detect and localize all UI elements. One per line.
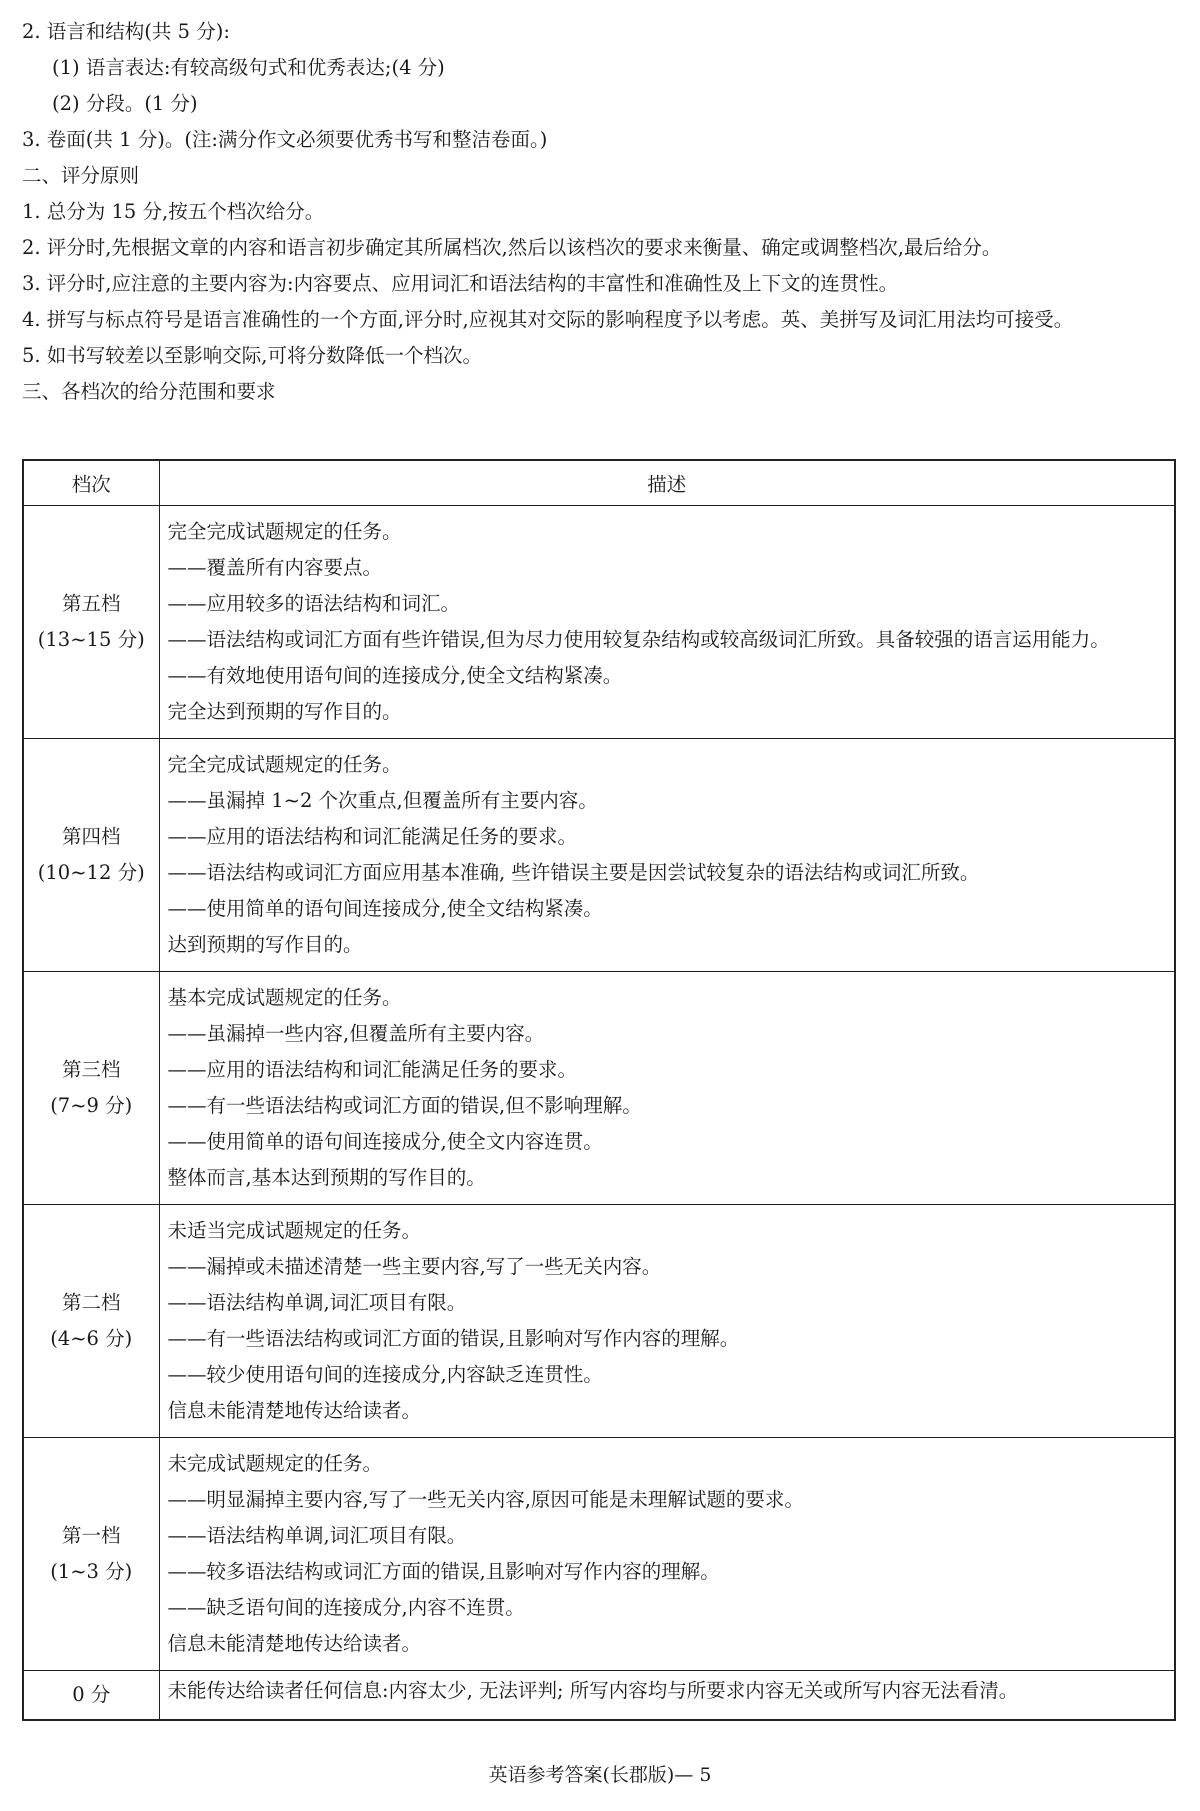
description-line: 信息未能清楚地传达给读者。 — [167, 1632, 422, 1655]
grade-cell — [23, 1205, 159, 1438]
intro-line: 3. 评分时,应注意的主要内容为:内容要点、应用词汇和语法结构的丰富性和准确性及上下文的连贯性。 — [22, 272, 899, 295]
description-line: 完全完成试题规定的任务。 — [167, 753, 402, 776]
description-cell — [159, 1438, 1175, 1671]
grade-range: (13~15 分) — [37, 628, 145, 651]
description-line: 完全达到预期的写作目的。 — [167, 700, 402, 723]
grade-cell — [23, 1438, 159, 1671]
description-line: ——有一些语法结构或词汇方面的错误,且影响对写作内容的理解。 — [167, 1327, 740, 1350]
description-line: ——虽漏掉 1~2 个次重点,但覆盖所有主要内容。 — [167, 789, 598, 812]
grade-range: (4~6 分) — [50, 1327, 133, 1350]
description-line: 达到预期的写作目的。 — [167, 933, 363, 956]
grade-range: (1~3 分) — [50, 1560, 133, 1583]
grade-cell — [23, 506, 159, 739]
table-row — [23, 1438, 1175, 1671]
scoring-intro — [22, 14, 1182, 410]
intro-line: 4. 拼写与标点符号是语言准确性的一个方面,评分时,应视其对交际的影响程度予以考虑。英、美拼写及词汇用法均可接受。 — [22, 308, 1074, 331]
table-row-zero — [23, 1671, 1175, 1721]
intro-line: (2) 分段。(1 分) — [52, 92, 198, 115]
intro-line: 3. 卷面(共 1 分)。(注:满分作文必须要优秀书写和整洁卷面。) — [22, 128, 548, 151]
table-row — [23, 739, 1175, 972]
table-row — [23, 972, 1175, 1205]
description-cell — [159, 739, 1175, 972]
table-header-row — [23, 460, 1175, 506]
intro-line: 2. 语言和结构(共 5 分): — [22, 20, 230, 43]
description-line: 未适当完成试题规定的任务。 — [167, 1219, 422, 1242]
intro-line: 二、评分原则 — [22, 164, 140, 187]
description-line: ——较多语法结构或词汇方面的错误,且影响对写作内容的理解。 — [167, 1560, 720, 1583]
intro-line: 2. 评分时,先根据文章的内容和语言初步确定其所属档次,然后以该档次的要求来衡量、确定或调整档次,最后给分。 — [22, 236, 1002, 259]
description-line: ——漏掉或未描述清楚一些主要内容,写了一些无关内容。 — [167, 1255, 662, 1278]
header-grade: 档次 — [23, 460, 159, 506]
description-line: ——有一些语法结构或词汇方面的错误,但不影响理解。 — [167, 1094, 642, 1117]
intro-line: 1. 总分为 15 分,按五个档次给分。 — [22, 200, 325, 223]
description-line: ——覆盖所有内容要点。 — [167, 556, 383, 579]
table-row — [23, 1205, 1175, 1438]
intro-line: 5. 如书写较差以至影响交际,可将分数降低一个档次。 — [22, 344, 483, 367]
description-line: ——语法结构或词汇方面应用基本准确, 些许错误主要是因尝试较复杂的语法结构或词汇所致。 — [167, 861, 980, 884]
description-line: 未完成试题规定的任务。 — [167, 1452, 383, 1475]
description-line: ——缺乏语句间的连接成分,内容不连贯。 — [167, 1596, 525, 1619]
description-cell: 未能传达给读者任何信息:内容太少, 无法评判; 所写内容均与所要求内容无关或所写内容无法看清。 — [159, 1671, 1175, 1721]
description-line: ——语法结构单调,词汇项目有限。 — [167, 1291, 467, 1314]
grade-cell — [23, 972, 159, 1205]
grade-cell — [23, 739, 159, 972]
description-line: 整体而言,基本达到预期的写作目的。 — [167, 1166, 486, 1189]
description-cell — [159, 1205, 1175, 1438]
header-description: 描述 — [159, 460, 1175, 506]
grade-range: (10~12 分) — [37, 861, 145, 884]
description-line: ——虽漏掉一些内容,但覆盖所有主要内容。 — [167, 1022, 545, 1045]
description-line: ——较少使用语句间的连接成分,内容缺乏连贯性。 — [167, 1363, 603, 1386]
description-line: ——有效地使用语句间的连接成分,使全文结构紧凑。 — [167, 664, 623, 687]
description-line: ——明显漏掉主要内容,写了一些无关内容,原因可能是未理解试题的要求。 — [167, 1488, 804, 1511]
intro-line: 三、各档次的给分范围和要求 — [22, 380, 276, 403]
description-line: ——语法结构或词汇方面有些许错误,但为尽力使用较复杂结构或较高级词汇所致。具备较强的语言运用能力。 — [167, 628, 1110, 651]
intro-line: (1) 语言表达:有较高级句式和优秀表达;(4 分) — [52, 56, 445, 79]
grade-name: 第五档 — [61, 592, 121, 615]
description-line: ——应用较多的语法结构和词汇。 — [167, 592, 461, 615]
grade-name: 第一档 — [61, 1524, 121, 1547]
description-line: 基本完成试题规定的任务。 — [167, 986, 402, 1009]
grade-name: 第二档 — [61, 1291, 121, 1314]
description-cell — [159, 506, 1175, 739]
grade-range: (7~9 分) — [50, 1094, 133, 1117]
page-footer: 英语参考答案(长郡版)— 5 — [488, 1764, 712, 1786]
description-line: ——语法结构单调,词汇项目有限。 — [167, 1524, 467, 1547]
grade-cell: 0 分 — [23, 1671, 159, 1721]
grade-table — [22, 459, 1176, 1721]
description-line: ——应用的语法结构和词汇能满足任务的要求。 — [167, 825, 578, 848]
description-line: ——使用简单的语句间连接成分,使全文内容连贯。 — [167, 1130, 603, 1153]
description-line: 完全完成试题规定的任务。 — [167, 520, 402, 543]
grade-name: 第三档 — [61, 1058, 121, 1081]
description-line: ——使用简单的语句间连接成分,使全文结构紧凑。 — [167, 897, 603, 920]
description-cell — [159, 972, 1175, 1205]
table-row — [23, 506, 1175, 739]
description-line: ——应用的语法结构和词汇能满足任务的要求。 — [167, 1058, 578, 1081]
grade-name: 第四档 — [61, 825, 121, 848]
description-line: 信息未能清楚地传达给读者。 — [167, 1399, 422, 1422]
